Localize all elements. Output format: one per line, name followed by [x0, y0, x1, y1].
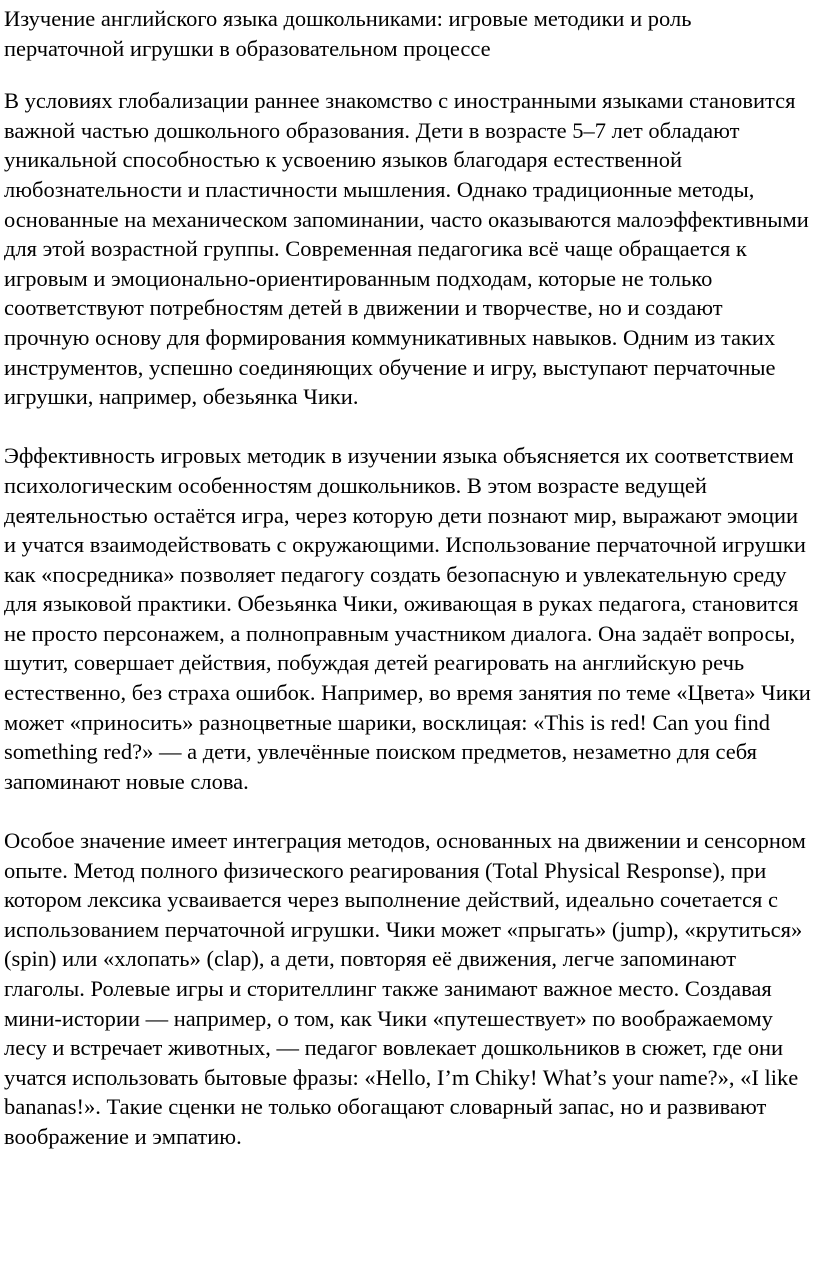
paragraph-2: Эффективность игровых методик в изучении языка объясняется их соответствием психологическим особенностям дошкольников. В этом возрасте ведущей деятельностью остаётся игра, через которую дети познают мир, выражают эмоции и учатся взаимодействовать с окружающими. Использование перчаточной игрушки как «посредника» позволяет педагогу создать безопасную и увлекательную среду для языковой практики. Обезьянка Чики, оживающая в руках педагога, становится не просто персонажем, а полноправным участником диалога. Она задаёт вопросы, шутит, совершает действия, побуждая детей реагировать на английскую речь естественно, без страха ошибок. Например, во время занятия по теме «Цвета» Чики может «приносить» разноцветные шарики, восклицая: «This is red! Can you find something red?» — а дети, увлечённые поиском предметов, незаметно для себя запоминают новые слова.	[4, 443, 811, 794]
document-title: Изучение английского языка дошкольниками: игровые методики и роль перчаточной игрушки в образовательном процессе	[4, 6, 692, 61]
paragraph-spacer	[4, 796, 812, 826]
paragraph-1: В условиях глобализации раннее знакомство с иностранными языками становится важной частью дошкольного образования. Дети в возрасте 5–7 лет обладают уникальной способностью к усвоению языков благодаря естественной любознательности и пластичности мышления. Однако традиционные методы, основанные на механическом запоминании, часто оказываются малоэффективными для этой возрастной группы. Современная педагогика всё чаще обращается к игровым и эмоционально-ориентированным подходам, которые не только соответствуют потребностям детей в движении и творчестве, но и создают прочную основу для формирования коммуникативных навыков. Одним из таких инструментов, успешно соединяющих обучение и игру, выступают перчаточные игрушки, например, обезьянка Чики.	[4, 88, 809, 410]
document-page	[4, 0, 812, 1152]
paragraph-spacer	[4, 412, 812, 442]
paragraph-3: Особое значение имеет интеграция методов, основанных на движении и сенсорном опыте. Метод полного физического реагирования (Total Physical Response), при котором лексика усваивается через выполнение действий, идеально сочетается с использованием перчаточной игрушки. Чики может «прыгать» (jump), «крутиться» (spin) или «хлопать» (clap), а дети, повторяя её движения, легче запоминают глаголы. Ролевые игры и сторителлинг также занимают важное место. Создавая мини-истории — например, о том, как Чики «путешествует» по воображаемому лесу и встречает животных, — педагог вовлекает дошкольников в сюжет, где они учатся использовать бытовые фразы: «Hello, I’m Chiky! What’s your name?», «I like bananas!». Такие сценки не только обогащают словарный запас, но и развивают воображение и эмпатию.	[4, 828, 806, 1149]
